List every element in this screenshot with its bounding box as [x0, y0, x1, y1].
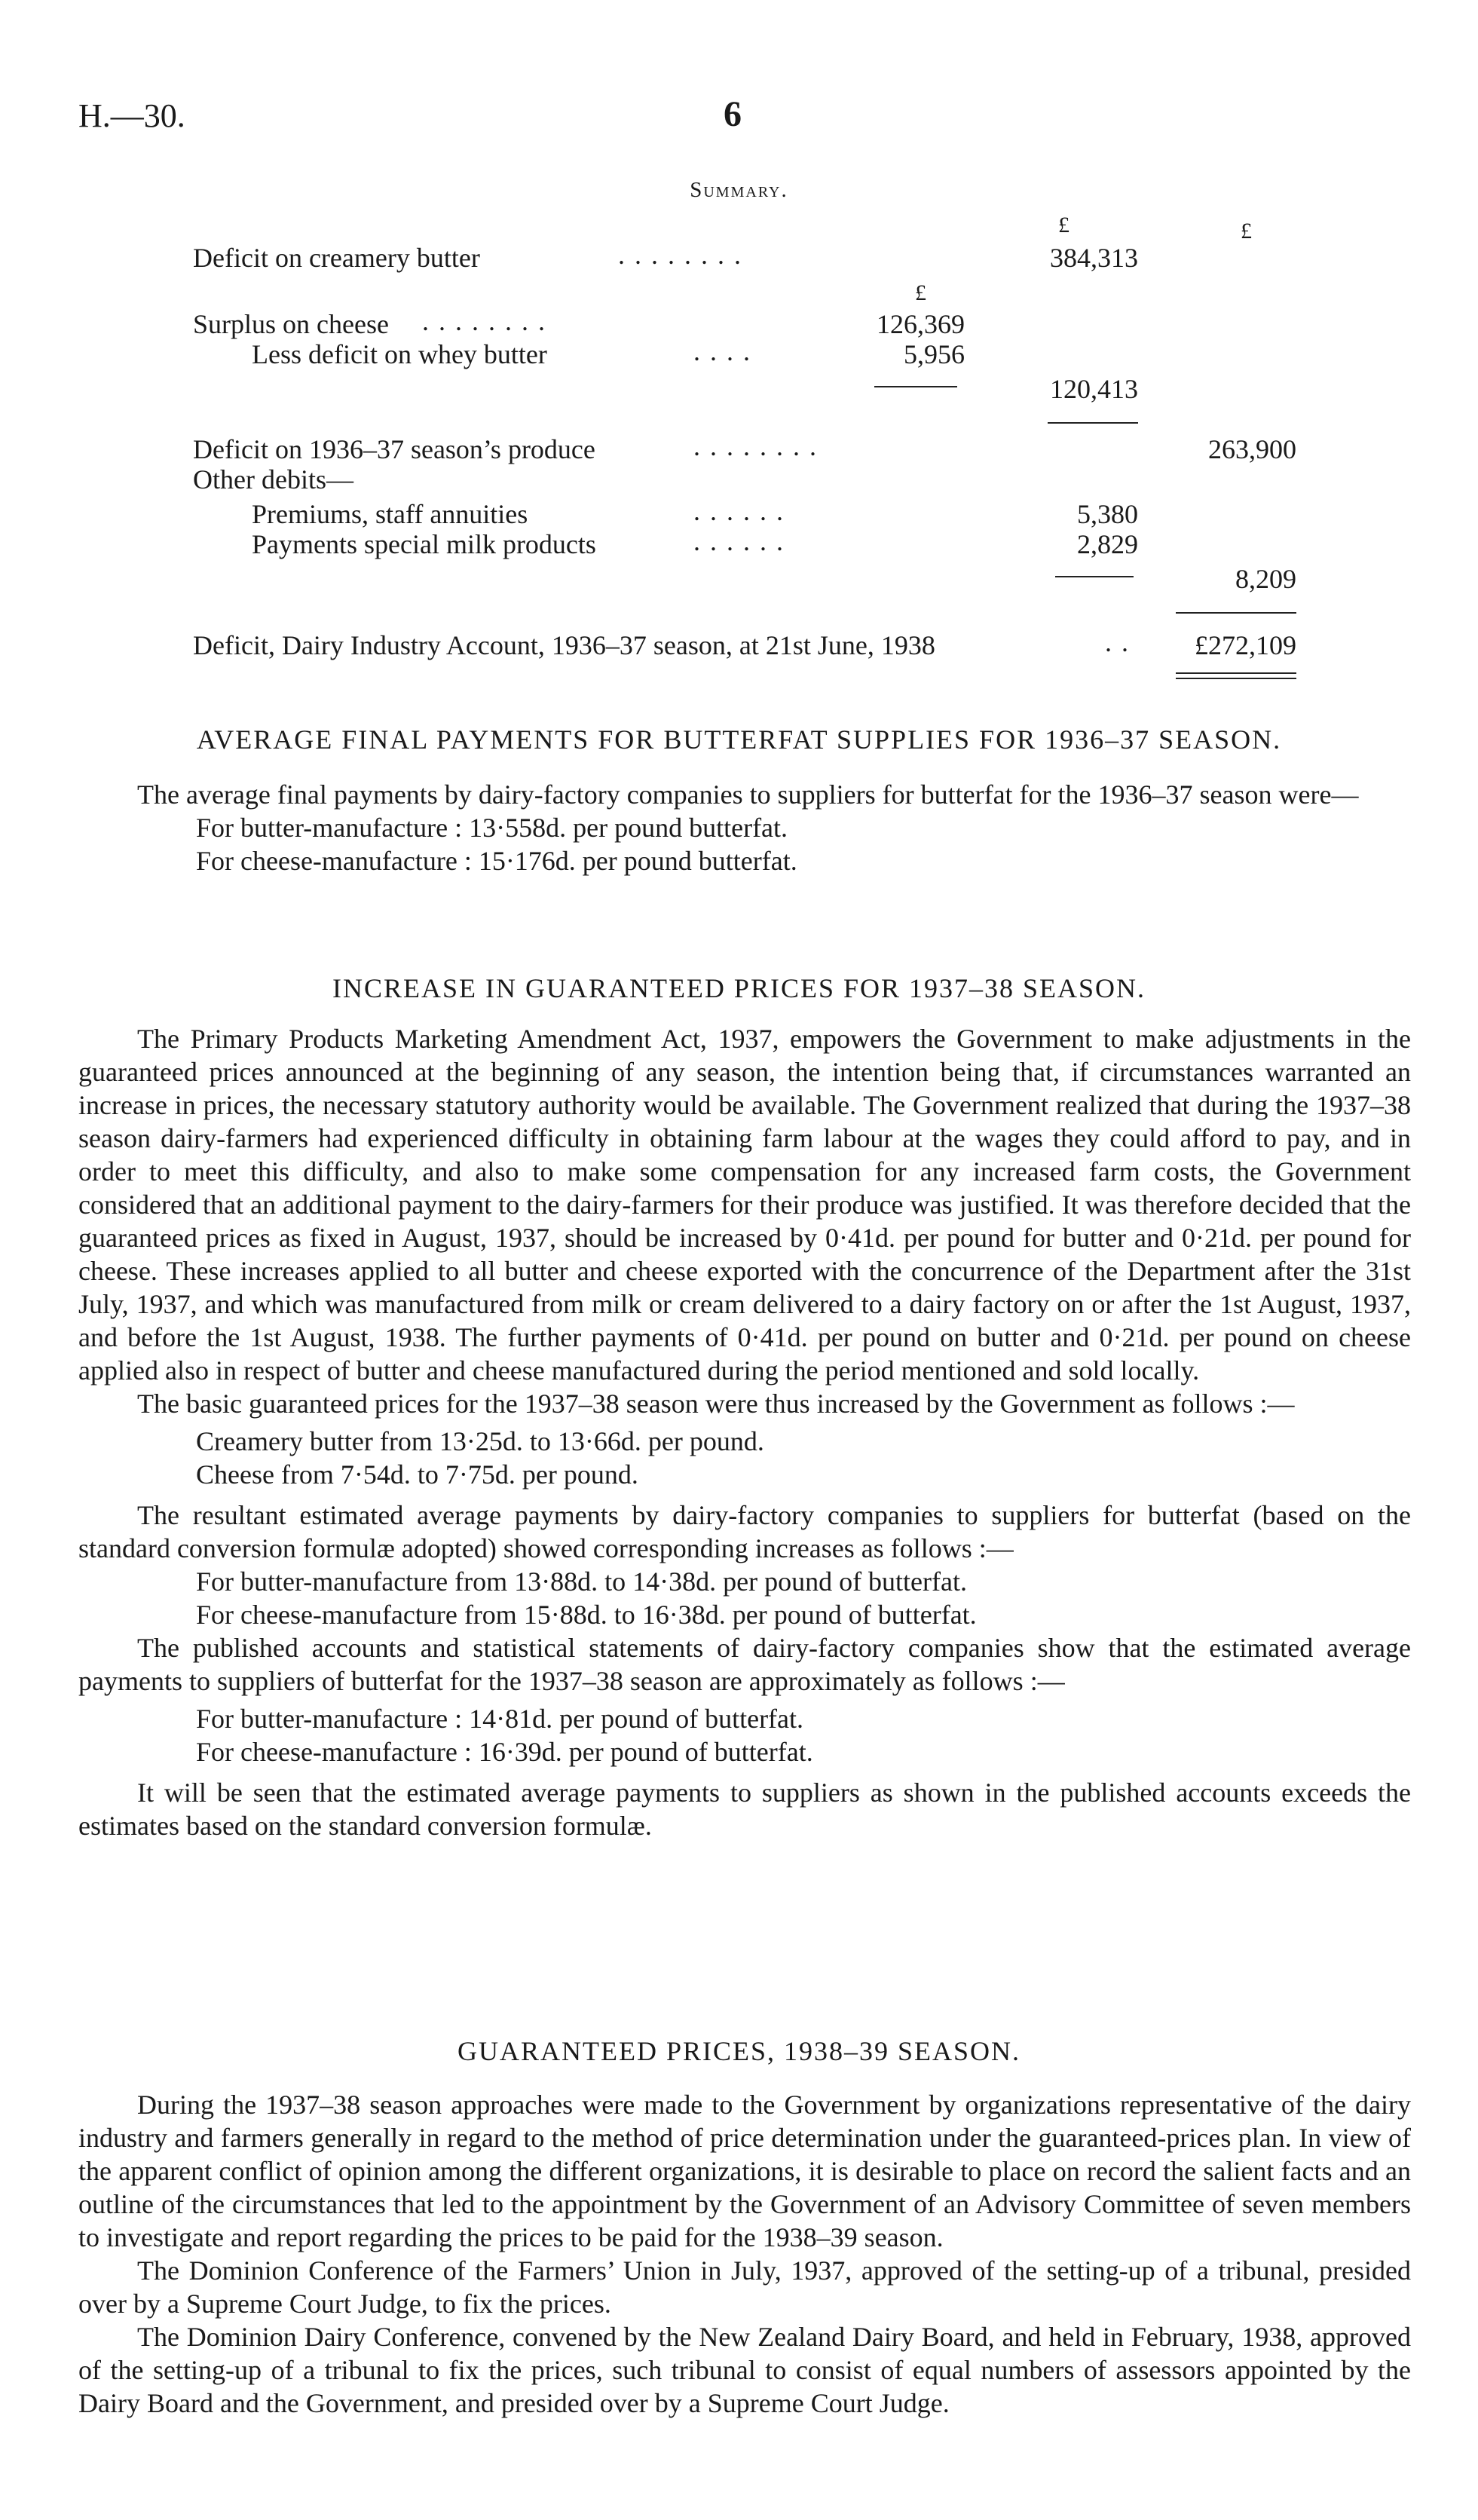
paragraph: During the 1937–38 season approaches were made to the Government by organizations representative of the dairy industry and farmers generally in regard to the method of price determination under the guaranteed-prices plan. In view of the apparent conflict of opinion among the different organizations, it is desirable to place on record the salient facts and an outline of the circumstances that led to the appointment by the Government of an Advisory Committee of seven members to investigate and report regarding the prices to be paid for the 1938–39 season. — [78, 2090, 1411, 2252]
deficit-season-value: 263,900 — [1208, 434, 1296, 464]
leader-dots: . . . . . . . . — [422, 306, 546, 336]
premiums-label: Premiums, staff annuities — [252, 499, 528, 529]
less-whey-value: 5,956 — [904, 339, 965, 369]
paragraph: It will be seen that the estimated average payments to suppliers as shown in the published accounts exceeds the estimates based on the standard conversion formulæ. — [78, 1777, 1411, 1841]
deficit-season-label: Deficit on 1936–37 season’s produce — [193, 434, 595, 464]
section-body-increase-guaranteed-prices — [78, 1022, 1411, 1842]
final-deficit-value: £272,109 — [1195, 630, 1296, 660]
subtotal-rule — [1048, 422, 1138, 424]
currency-header-col1: £ — [915, 280, 926, 305]
section-heading-average-final-payments: AVERAGE FINAL PAYMENTS FOR BUTTERFAT SUPPLIES FOR 1936–37 SEASON. — [196, 724, 1282, 755]
net-cheese-value: 120,413 — [1050, 374, 1138, 404]
leader-dots: . . . . . . . . — [693, 431, 818, 461]
payments-label: Payments special milk products — [252, 529, 596, 559]
paragraph: The resultant estimated average payments by dairy-factory companies to suppliers for butterfat (based on the standard conversion formulæ adopted) showed corresponding increases as follows :— — [78, 1500, 1411, 1563]
list-line: For butter-manufacture from 13·88d. to 14·38d. per pound of butterfat. — [196, 1566, 967, 1597]
list-line: Cheese from 7·54d. to 7·75d. per pound. — [196, 1459, 638, 1490]
list-line: For cheese-manufacture : 15·176d. per pound butterfat. — [196, 846, 797, 876]
subtotal-rule — [874, 386, 957, 387]
page-number: 6 — [724, 94, 742, 134]
deficit-butter-label: Deficit on creamery butter — [193, 243, 480, 273]
list-line: For butter-manufacture : 14·81d. per pound of butterfat. — [196, 1704, 804, 1734]
list-line: For cheese-manufacture : 16·39d. per pound of butterfat. — [196, 1737, 813, 1767]
paragraph: The Dominion Conference of the Farmers’ Union in July, 1937, approved of the setting-up of a tribunal, presided over by a Supreme Court Judge, to fix the prices. — [78, 2255, 1411, 2319]
section-body-average-final-payments — [78, 778, 1411, 877]
section-heading-guaranteed-prices-1938-39: GUARANTEED PRICES, 1938–39 SEASON. — [457, 2036, 1021, 2066]
summary-title: Summary. — [690, 178, 788, 202]
list-line: For butter-manufacture : 13·558d. per pound butterfat. — [196, 813, 788, 843]
paragraph: The average final payments by dairy-factory companies to suppliers for butterfat for the 1936–37 season were— — [137, 779, 1359, 810]
surplus-cheese-value: 126,369 — [877, 309, 965, 339]
paragraph: The Dominion Dairy Conference, convened by the New Zealand Dairy Board, and held in February, 1938, approved of the setting-up of a tribunal to fix the prices, such tribunal to consist of equal numbers of assessors appointed by the Dairy Board and the Government, and presided over by a Supreme Court Judge. — [78, 2322, 1411, 2418]
leader-dots: . . — [1105, 627, 1130, 657]
paragraph: The basic guaranteed prices for the 1937–38 season were thus increased by the Government as follows :— — [137, 1389, 1295, 1419]
leader-dots: . . . . . . — [693, 526, 785, 556]
currency-header-col2: £ — [1058, 213, 1069, 237]
surplus-cheese-label: Surplus on cheese — [193, 309, 389, 339]
double-rule — [1176, 672, 1296, 679]
leader-dots: . . . . . . . . — [618, 240, 742, 270]
paragraph: The Primary Products Marketing Amendment Act, 1937, empowers the Government to make adjustments in the guaranteed prices announced at the beginning of any season, the intention being that, if circumstances warranted an increase in prices, the necessary statutory authority would be available. The Government realized that during the 1937–38 season dairy-farmers had experienced difficulty in obtaining farm labour at the wages they could afford to pay, and in order to meet this difficulty, and also to make some compensation for any increased farm costs, the Government considered that an additional payment to the dairy-farmers for their produce was justified. It was therefore decided that the guaranteed prices as fixed in August, 1937, should be increased by 0·41d. per pound for butter and 0·21d. per pound for cheese. These increases applied to all butter and cheese exported with the concurrence of the Department after the 31st July, 1937, and which was manufactured from milk or cream delivered to a dairy factory on or after the 1st August, 1937, and before the 1st August, 1938. The further payments of 0·41d. per pound on butter and 0·21d. per pound on cheese applied also in respect of butter and cheese manufactured during the period mentioned and sold locally. — [78, 1024, 1411, 1386]
leader-dots: . . . . — [693, 336, 751, 366]
list-line: Creamery butter from 13·25d. to 13·66d. per pound. — [196, 1426, 764, 1456]
currency-header-col3: £ — [1241, 219, 1252, 243]
final-deficit-label: Deficit, Dairy Industry Account, 1936–37 season, at 21st June, 1938 — [193, 630, 935, 660]
deficit-butter-value: 384,313 — [1050, 243, 1138, 273]
total-rule — [1176, 612, 1296, 614]
section-heading-increase-guaranteed-prices: INCREASE IN GUARANTEED PRICES FOR 1937–38 SEASON. — [332, 973, 1146, 1003]
premiums-value: 5,380 — [1077, 499, 1138, 529]
payments-value: 2,829 — [1077, 529, 1138, 559]
leader-dots: . . . . . . — [693, 496, 785, 526]
paragraph: The published accounts and statistical statements of dairy-factory companies show that the estimated average payments to suppliers of butterfat for the 1937–38 season are approximately as follows :— — [78, 1633, 1411, 1696]
list-line: For cheese-manufacture from 15·88d. to 16·38d. per pound of butterfat. — [196, 1600, 977, 1630]
subtotal-rule — [1055, 576, 1134, 577]
other-total-value: 8,209 — [1235, 564, 1296, 594]
other-debits-label: Other debits— — [193, 464, 353, 495]
section-body-guaranteed-prices-1938-39 — [78, 2088, 1411, 2420]
less-whey-label: Less deficit on whey butter — [252, 339, 547, 369]
document-code: H.—30. — [78, 97, 185, 134]
